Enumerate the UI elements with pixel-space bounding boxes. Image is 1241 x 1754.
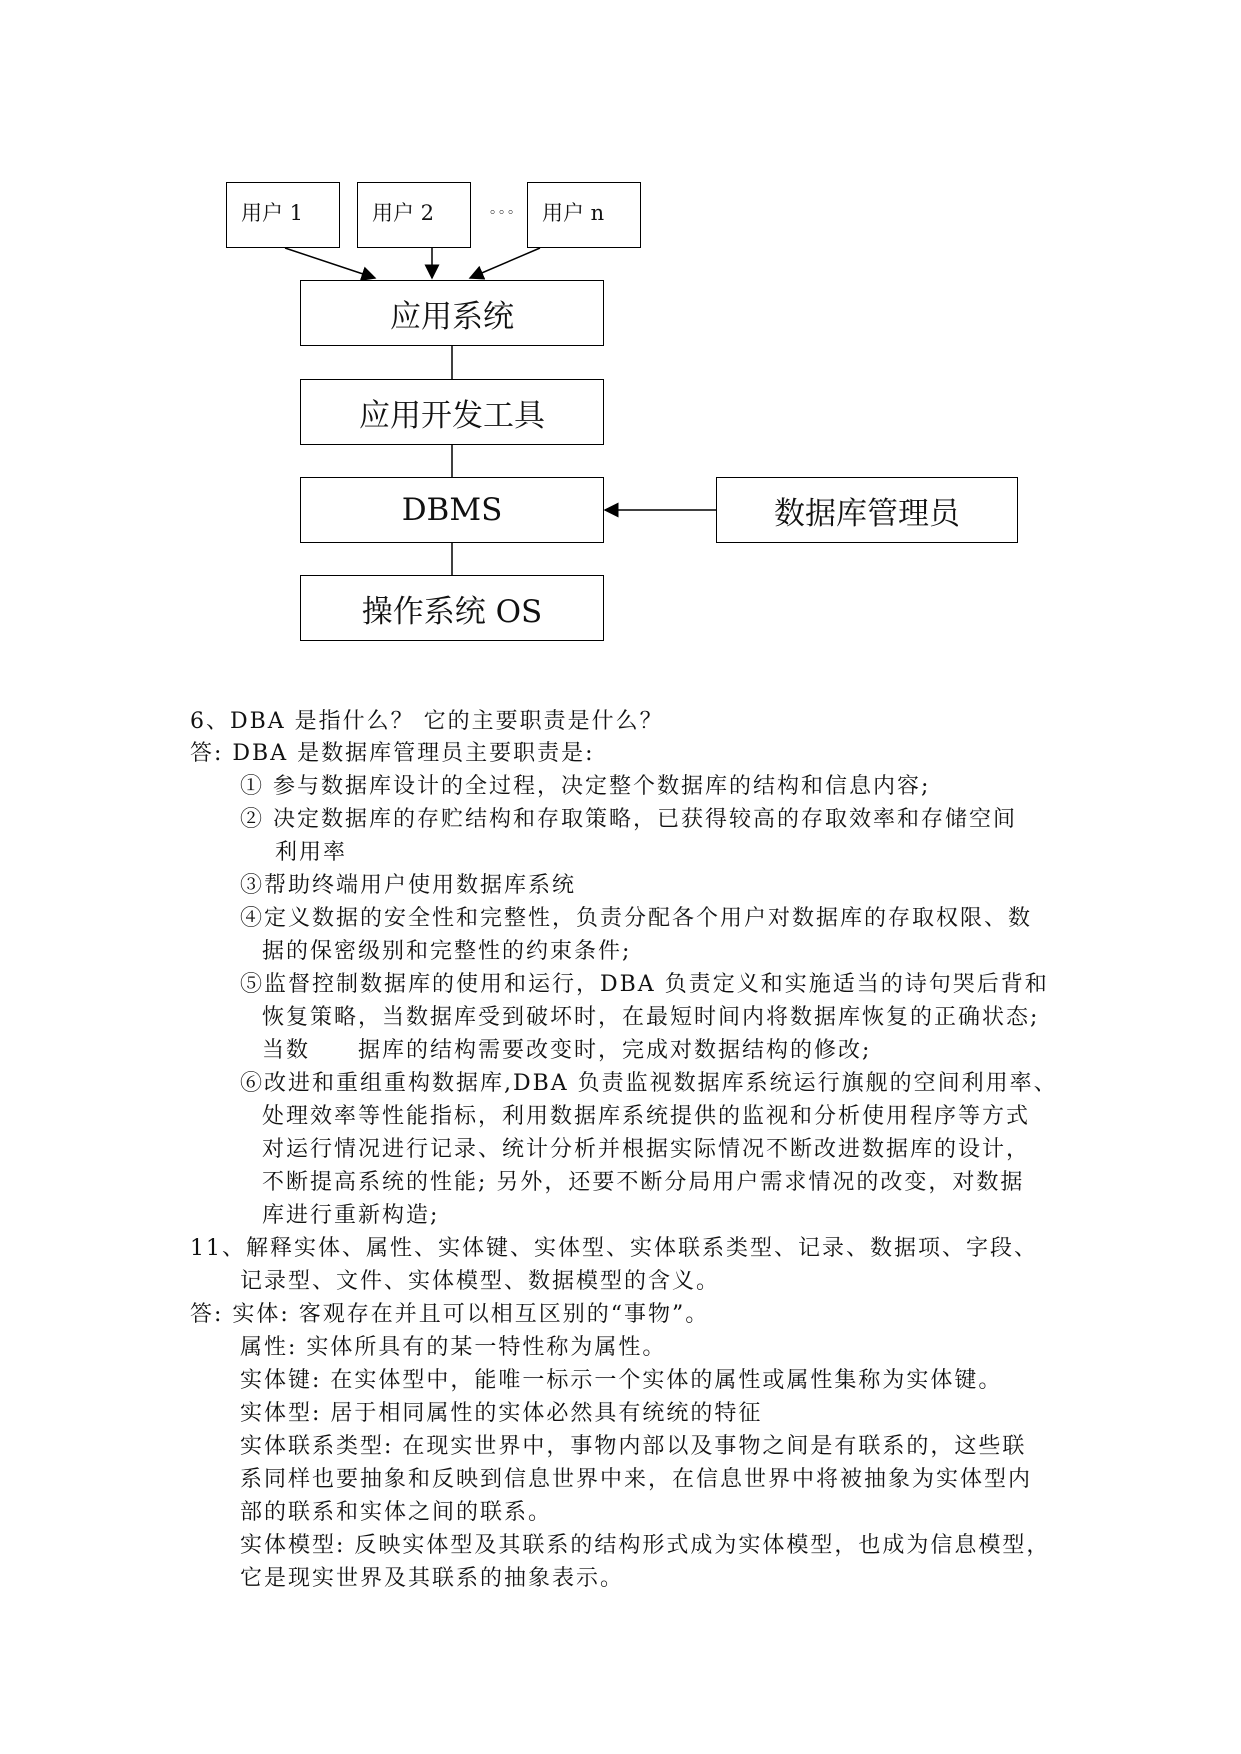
q6-line: 不断提高系统的性能; 另外，还要不断分局用户需求情况的改变，对数据 <box>262 1170 1025 1195</box>
q6-line: ② 决定数据库的存贮结构和存取策略，已获得较高的存取效率和存储空间 <box>240 807 1017 832</box>
q6-line: ① 参与数据库设计的全过程，决定整个数据库的结构和信息内容; <box>240 774 931 799</box>
arrow-user1 <box>285 248 375 278</box>
q11-question-line2: 记录型、文件、实体模型、数据模型的含义。 <box>240 1269 721 1294</box>
q11-line: 实体键: 在实体型中，能唯一标示一个实体的属性或属性集称为实体键。 <box>240 1368 1003 1393</box>
q6-line: 对运行情况进行记录、统计分析并根据实际情况不断改进数据库的设计， <box>262 1137 1031 1162</box>
q6-line: 据的保密级别和完整性的约束条件; <box>262 939 632 964</box>
layer-os <box>300 575 604 641</box>
q6-line: ④定义数据的安全性和完整性，负责分配各个用户对数据库的存取权限、数 <box>240 906 1033 931</box>
q11-line: 实体联系类型: 在现实世界中，事物内部以及事物之间是有联系的，这些联 <box>240 1434 1027 1459</box>
layer-label: 应用开发工具 <box>359 397 545 434</box>
q6-line: ③帮助终端用户使用数据库系统 <box>240 873 577 898</box>
layer-dbms <box>300 477 604 543</box>
admin-label: 数据库管理员 <box>774 495 960 532</box>
q6-line: 库进行重新构造; <box>262 1203 440 1228</box>
layer-app-system <box>300 280 604 346</box>
q6-line: 恢复策略，当数据库受到破坏时，在最短时间内将数据库恢复的正确状态; <box>262 1005 1040 1030</box>
q11-question-line1: 11、解释实体、属性、实体键、实体型、实体联系类型、记录、数据项、字段、 <box>190 1236 1038 1261</box>
q11-line: 属性: 实体所具有的某一特性称为属性。 <box>240 1335 667 1360</box>
q6-question: 6、DBA 是指什么？ 它的主要职责是什么？ <box>190 709 664 734</box>
layer-label: 操作系统 OS <box>361 593 543 630</box>
q6-answer-intro: 答: DBA 是数据库管理员主要职责是: <box>190 741 595 766</box>
q6-line: ⑥改进和重组重构数据库,DBA 负责监视数据库系统运行旗舰的空间利用率、 <box>240 1071 1058 1096</box>
user-box-1 <box>226 182 340 248</box>
arrow-usern <box>470 248 540 278</box>
user-box-n <box>527 182 641 248</box>
q11-line: 它是现实世界及其联系的抽象表示。 <box>240 1566 625 1591</box>
diagram-connectors <box>0 0 1241 700</box>
user-box-2 <box>357 182 471 248</box>
q11-line: 答: 实体: 客观存在并且可以相互区别的“事物”。 <box>190 1302 710 1327</box>
user-label-1: 用户 1 <box>241 201 304 225</box>
q6-line: ⑤监督控制数据库的使用和运行，DBA 负责定义和实施适当的诗句哭后背和 <box>240 972 1049 997</box>
q6-line: 处理效率等性能指标，利用数据库系统提供的监视和分析使用程序等方式 <box>262 1104 1031 1129</box>
layer-label: 应用系统 <box>390 298 514 335</box>
q11-line: 实体型: 居于相同属性的实体必然具有统统的特征 <box>240 1401 763 1426</box>
layer-dev-tools <box>300 379 604 445</box>
admin-box <box>716 477 1018 543</box>
user-label-n: 用户 n <box>542 201 605 225</box>
layer-label: DBMS <box>401 492 503 528</box>
user-label-2: 用户 2 <box>372 201 435 225</box>
q11-line: 系同样也要抽象和反映到信息世界中来，在信息世界中将被抽象为实体型内 <box>240 1467 1033 1492</box>
q11-line: 实体模型: 反映实体型及其联系的结构形式成为实体模型，也成为信息模型， <box>240 1533 1051 1558</box>
q11-line: 部的联系和实体之间的联系。 <box>240 1500 553 1525</box>
user-ellipsis: 。。。 <box>490 201 524 217</box>
q6-line: 当数 据库的结构需要改变时，完成对数据结构的修改; <box>262 1038 872 1063</box>
q6-line: 利用率 <box>275 840 348 865</box>
